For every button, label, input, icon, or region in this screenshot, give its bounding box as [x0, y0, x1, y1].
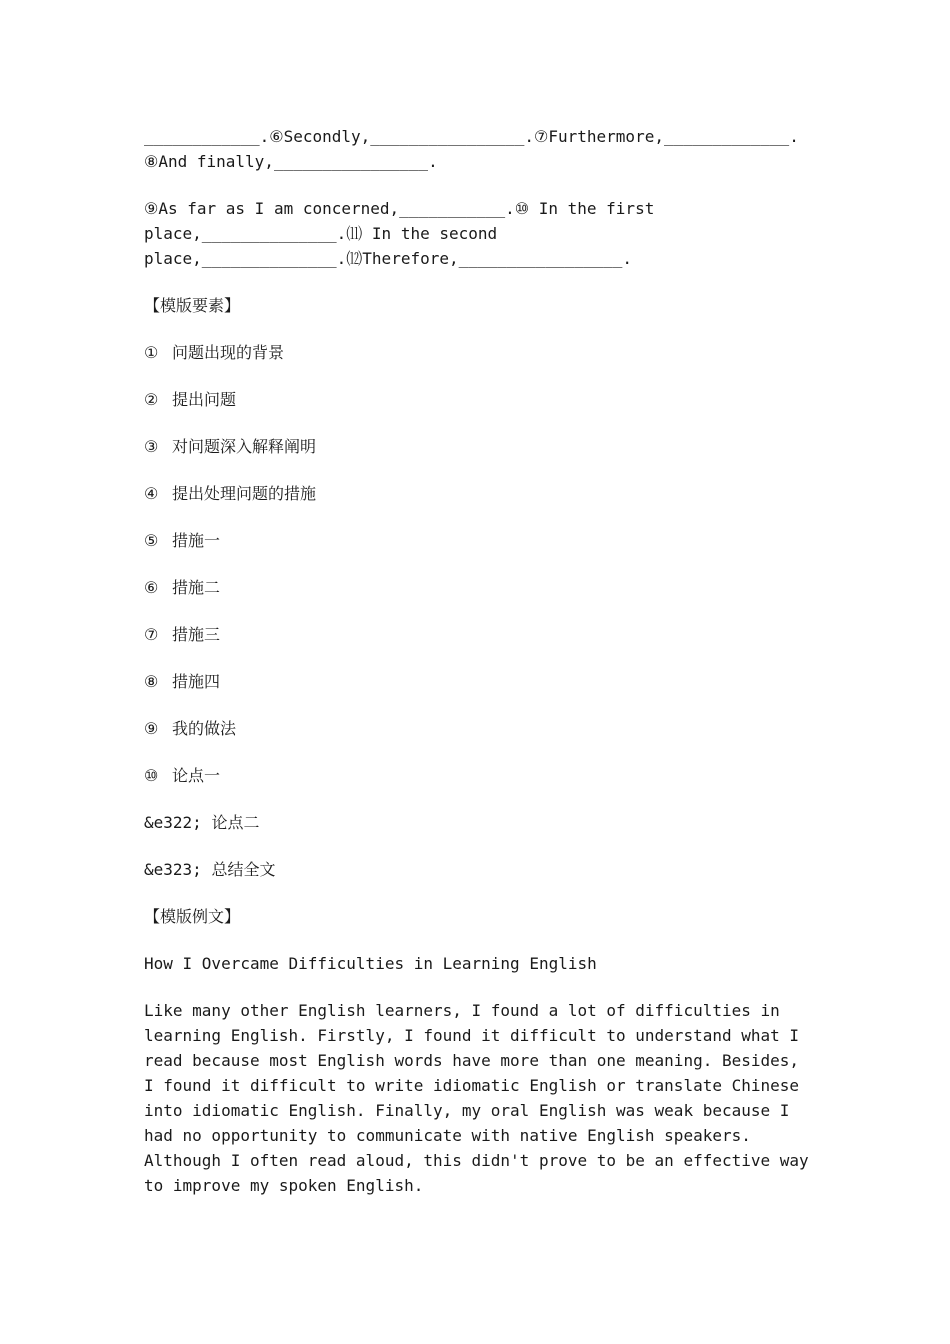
item-number: ⑦	[144, 625, 159, 644]
item-text: 总结全文	[211, 860, 276, 879]
item-text: 论点一	[172, 766, 221, 785]
body-line: Although I often read aloud, this didn't prove to be an effective way	[144, 1151, 809, 1170]
item-text: 提出处理问题的措施	[172, 484, 317, 503]
item-number: ⑤	[144, 531, 159, 550]
body-line: into idiomatic English. Finally, my oral English was weak because I	[144, 1101, 790, 1120]
elements-list	[144, 340, 812, 904]
body-line: had no opportunity to communicate with native English speakers.	[144, 1126, 751, 1145]
body-line: to improve my spoken English.	[144, 1176, 424, 1195]
example-title: How I Overcame Difficulties in Learning English	[144, 954, 597, 973]
list-item	[144, 716, 812, 763]
spacer	[144, 174, 812, 196]
template-line-3: ⑨As far as I am concerned,___________.⑩ In the first	[144, 199, 655, 218]
template-line-1: ____________.⑥Secondly,________________.⑦Furthermore,_____________.	[144, 127, 799, 146]
template-line-2: ⑧And finally,________________.	[144, 152, 438, 171]
example-body	[144, 998, 812, 1198]
example-heading: 【模版例文】	[144, 907, 241, 926]
body-line: learning English. Firstly, I found it difficult to understand what I	[144, 1026, 800, 1045]
document-page	[144, 124, 812, 1198]
item-text: 提出问题	[172, 390, 237, 409]
list-item	[144, 481, 812, 528]
body-line: I found it difficult to write idiomatic English or translate Chinese	[144, 1076, 800, 1095]
list-item	[144, 857, 812, 904]
item-number: ③	[144, 437, 159, 456]
list-item	[144, 669, 812, 716]
item-text: 措施四	[172, 672, 221, 691]
item-number: ⑩	[144, 766, 159, 785]
template-line-5: place,______________.⑿Therefore,_________________.	[144, 249, 633, 268]
item-number: ⑧	[144, 672, 159, 691]
body-line: Like many other English learners, I found a lot of difficulties in	[144, 1001, 780, 1020]
item-number: &e323;	[144, 860, 202, 879]
template-line-4: place,______________.⑾ In the second	[144, 224, 498, 243]
item-text: 问题出现的背景	[172, 343, 285, 362]
item-number: ⑨	[144, 719, 159, 738]
list-item	[144, 528, 812, 575]
list-item	[144, 810, 812, 857]
list-item	[144, 387, 812, 434]
item-text: 措施二	[172, 578, 221, 597]
body-line: read because most English words have more than one meaning. Besides,	[144, 1051, 800, 1070]
item-number: ①	[144, 343, 159, 362]
item-text: 我的做法	[172, 719, 237, 738]
item-number: ②	[144, 390, 159, 409]
item-number: ④	[144, 484, 159, 503]
elements-heading: 【模版要素】	[144, 296, 241, 315]
list-item	[144, 575, 812, 622]
list-item	[144, 763, 812, 810]
spacer	[144, 271, 812, 293]
list-item	[144, 434, 812, 481]
item-text: 论点二	[211, 813, 260, 832]
item-text: 措施三	[172, 625, 221, 644]
item-number: ⑥	[144, 578, 159, 597]
item-text: 措施一	[172, 531, 221, 550]
item-number: &e322;	[144, 813, 202, 832]
item-text: 对问题深入解释阐明	[172, 437, 317, 456]
list-item	[144, 340, 812, 387]
list-item	[144, 622, 812, 669]
